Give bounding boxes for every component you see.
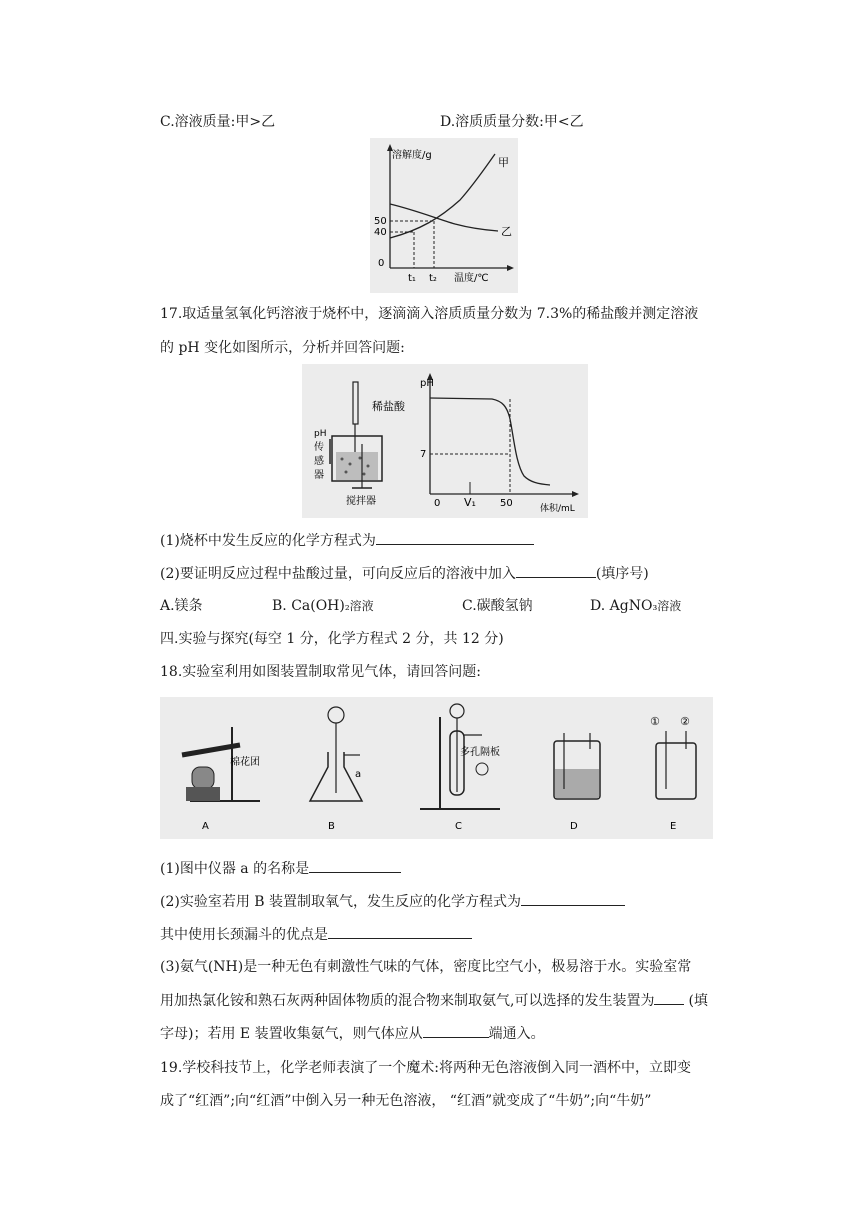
label-port-1: ① [650, 715, 660, 728]
q17-sub2 [160, 563, 649, 584]
q18-sub3-line3-text: 字母)；若用 E 装置收集氨气，则气体应从 [160, 1026, 423, 1042]
graph-ylabel: 溶解度/g [392, 150, 432, 161]
section-4-heading: 四.实验与探究(每空 1 分，化学方程式 2 分，共 12 分) [160, 631, 504, 647]
label-apparatus-a: A [202, 821, 209, 832]
ph-xtick-50: 50 [500, 498, 513, 509]
q18-sub2-blank [521, 891, 625, 906]
ph-xlabel: 体积/mL [540, 504, 575, 514]
q16-option-d: D.溶质质量分数:甲<乙 [440, 114, 584, 130]
label-apparatus-e: E [670, 821, 677, 832]
q17-option-b [272, 596, 374, 616]
graph-xtick-t1: t₁ [408, 273, 416, 284]
q18-sub1-text: (1)图中仪器 a 的名称是 [160, 861, 310, 877]
q17-option-d [590, 596, 681, 616]
ph-origin: 0 [434, 498, 441, 509]
curve-label-jia: 甲 [498, 156, 509, 169]
q18-text-line1: 18.实验室利用如图装置制取常见气体，请回答问题: [160, 664, 481, 680]
label-dilute-hcl: 稀盐酸 [372, 400, 405, 413]
label-apparatus-c: C [455, 821, 462, 832]
q17-sub2-suffix: (填序号) [595, 566, 649, 582]
q18-sub3-line3-suffix: 端通入。 [488, 1026, 545, 1042]
ph-ytick-7: 7 [420, 449, 427, 460]
label-ph-sensor-0: pH [314, 429, 327, 439]
ph-titration-figure [302, 364, 588, 518]
label-ph-sensor-2: 感 [314, 456, 324, 467]
label-porous-plate: 多孔隔板 [460, 747, 500, 758]
q17-sub2-text: (2)要证明反应过程中盐酸过量，可向反应后的溶液中加入 [160, 566, 516, 582]
graph-xlabel: 温度/℃ [454, 273, 489, 284]
q18-sub2b-blank [328, 924, 472, 939]
q18-sub3-blank1 [654, 990, 684, 1005]
q17-text-line2: 的 pH 变化如图所示，分析并回答问题: [160, 340, 405, 356]
q18-sub3-line2 [160, 990, 708, 1011]
q16-option-c: C.溶液质量:甲>乙 [160, 114, 276, 130]
graph-origin: 0 [378, 258, 385, 269]
q17-option-b-text: B. Ca(OH) [272, 598, 345, 614]
label-apparatus-b: B [328, 821, 335, 832]
label-stirrer: 搅拌器 [346, 496, 376, 507]
graph-xtick-t2: t₂ [429, 273, 437, 284]
q17-sub1-text: (1)烧杯中发生反应的化学方程式为 [160, 533, 376, 549]
q18-sub2-text: (2)实验室若用 B 装置制取氧气，发生反应的化学方程式为 [160, 894, 522, 910]
q18-sub2b [160, 924, 472, 945]
label-cotton: 棉花团 [230, 757, 260, 768]
q18-sub3-line3 [160, 1023, 545, 1044]
ph-curve [430, 398, 550, 485]
label-port-2: ② [680, 715, 690, 728]
q17-sub1 [160, 530, 534, 551]
q17-text-line1: 17.取适量氢氧化钙溶液于烧杯中，逐滴滴入溶质质量分数为 7.3%的稀盐酸并测定溶液 [160, 306, 699, 322]
q17-sub2-blank [516, 563, 596, 578]
q17-sub1-blank [376, 530, 534, 545]
q18-sub3-line2-suffix: (填 [688, 993, 708, 1009]
label-apparatus-d: D [570, 821, 578, 832]
curve-label-yi: 乙 [501, 225, 512, 238]
ph-xtick-v1: V₁ [464, 496, 476, 509]
q18-sub3-line1: (3)氨气(NH)是一种无色有刺激性气味的气体，密度比空气小，极易溶于水。实验室常 [160, 959, 692, 975]
q17-option-b-sub: ₂溶液 [344, 599, 374, 613]
graph-ytick-50: 50 [374, 216, 387, 227]
q19-text-line1: 19.学校科技节上，化学老师表演了一个魔术:将两种无色溶液倒入同一酒杯中，立即变 [160, 1060, 691, 1076]
q18-sub3-line2-text: 用加热氯化铵和熟石灰两种固体物质的混合物来制取氨气,可以选择的发生装置为 [160, 993, 655, 1009]
q19-text-line2: 成了“红酒”;向“红酒”中倒入另一种无色溶液， “红酒”就变成了“牛奶”;向“牛奶” [160, 1093, 652, 1109]
gas-apparatus-figure [160, 697, 713, 839]
label-ph-sensor-3: 器 [314, 470, 324, 481]
label-instrument-a: a [355, 769, 362, 780]
q18-sub2b-text: 其中使用长颈漏斗的优点是 [160, 927, 328, 943]
q17-option-d-sub: ₃溶液 [652, 599, 682, 613]
curve-yi [390, 204, 498, 231]
q17-option-c: C.碳酸氢钠 [462, 598, 533, 614]
q18-sub1 [160, 858, 401, 879]
curve-jia [390, 154, 495, 238]
q17-option-d-text: D. AgNO [590, 598, 653, 614]
graph-ytick-40: 40 [374, 227, 387, 238]
q17-option-a: A.镁条 [160, 598, 203, 614]
solubility-graph [370, 138, 518, 293]
q18-sub3-blank2 [423, 1023, 489, 1038]
q18-sub1-blank [309, 858, 401, 873]
label-ph-sensor-1: 传 [314, 442, 324, 453]
ph-ylabel: pH [420, 378, 434, 389]
q18-sub2 [160, 891, 625, 912]
